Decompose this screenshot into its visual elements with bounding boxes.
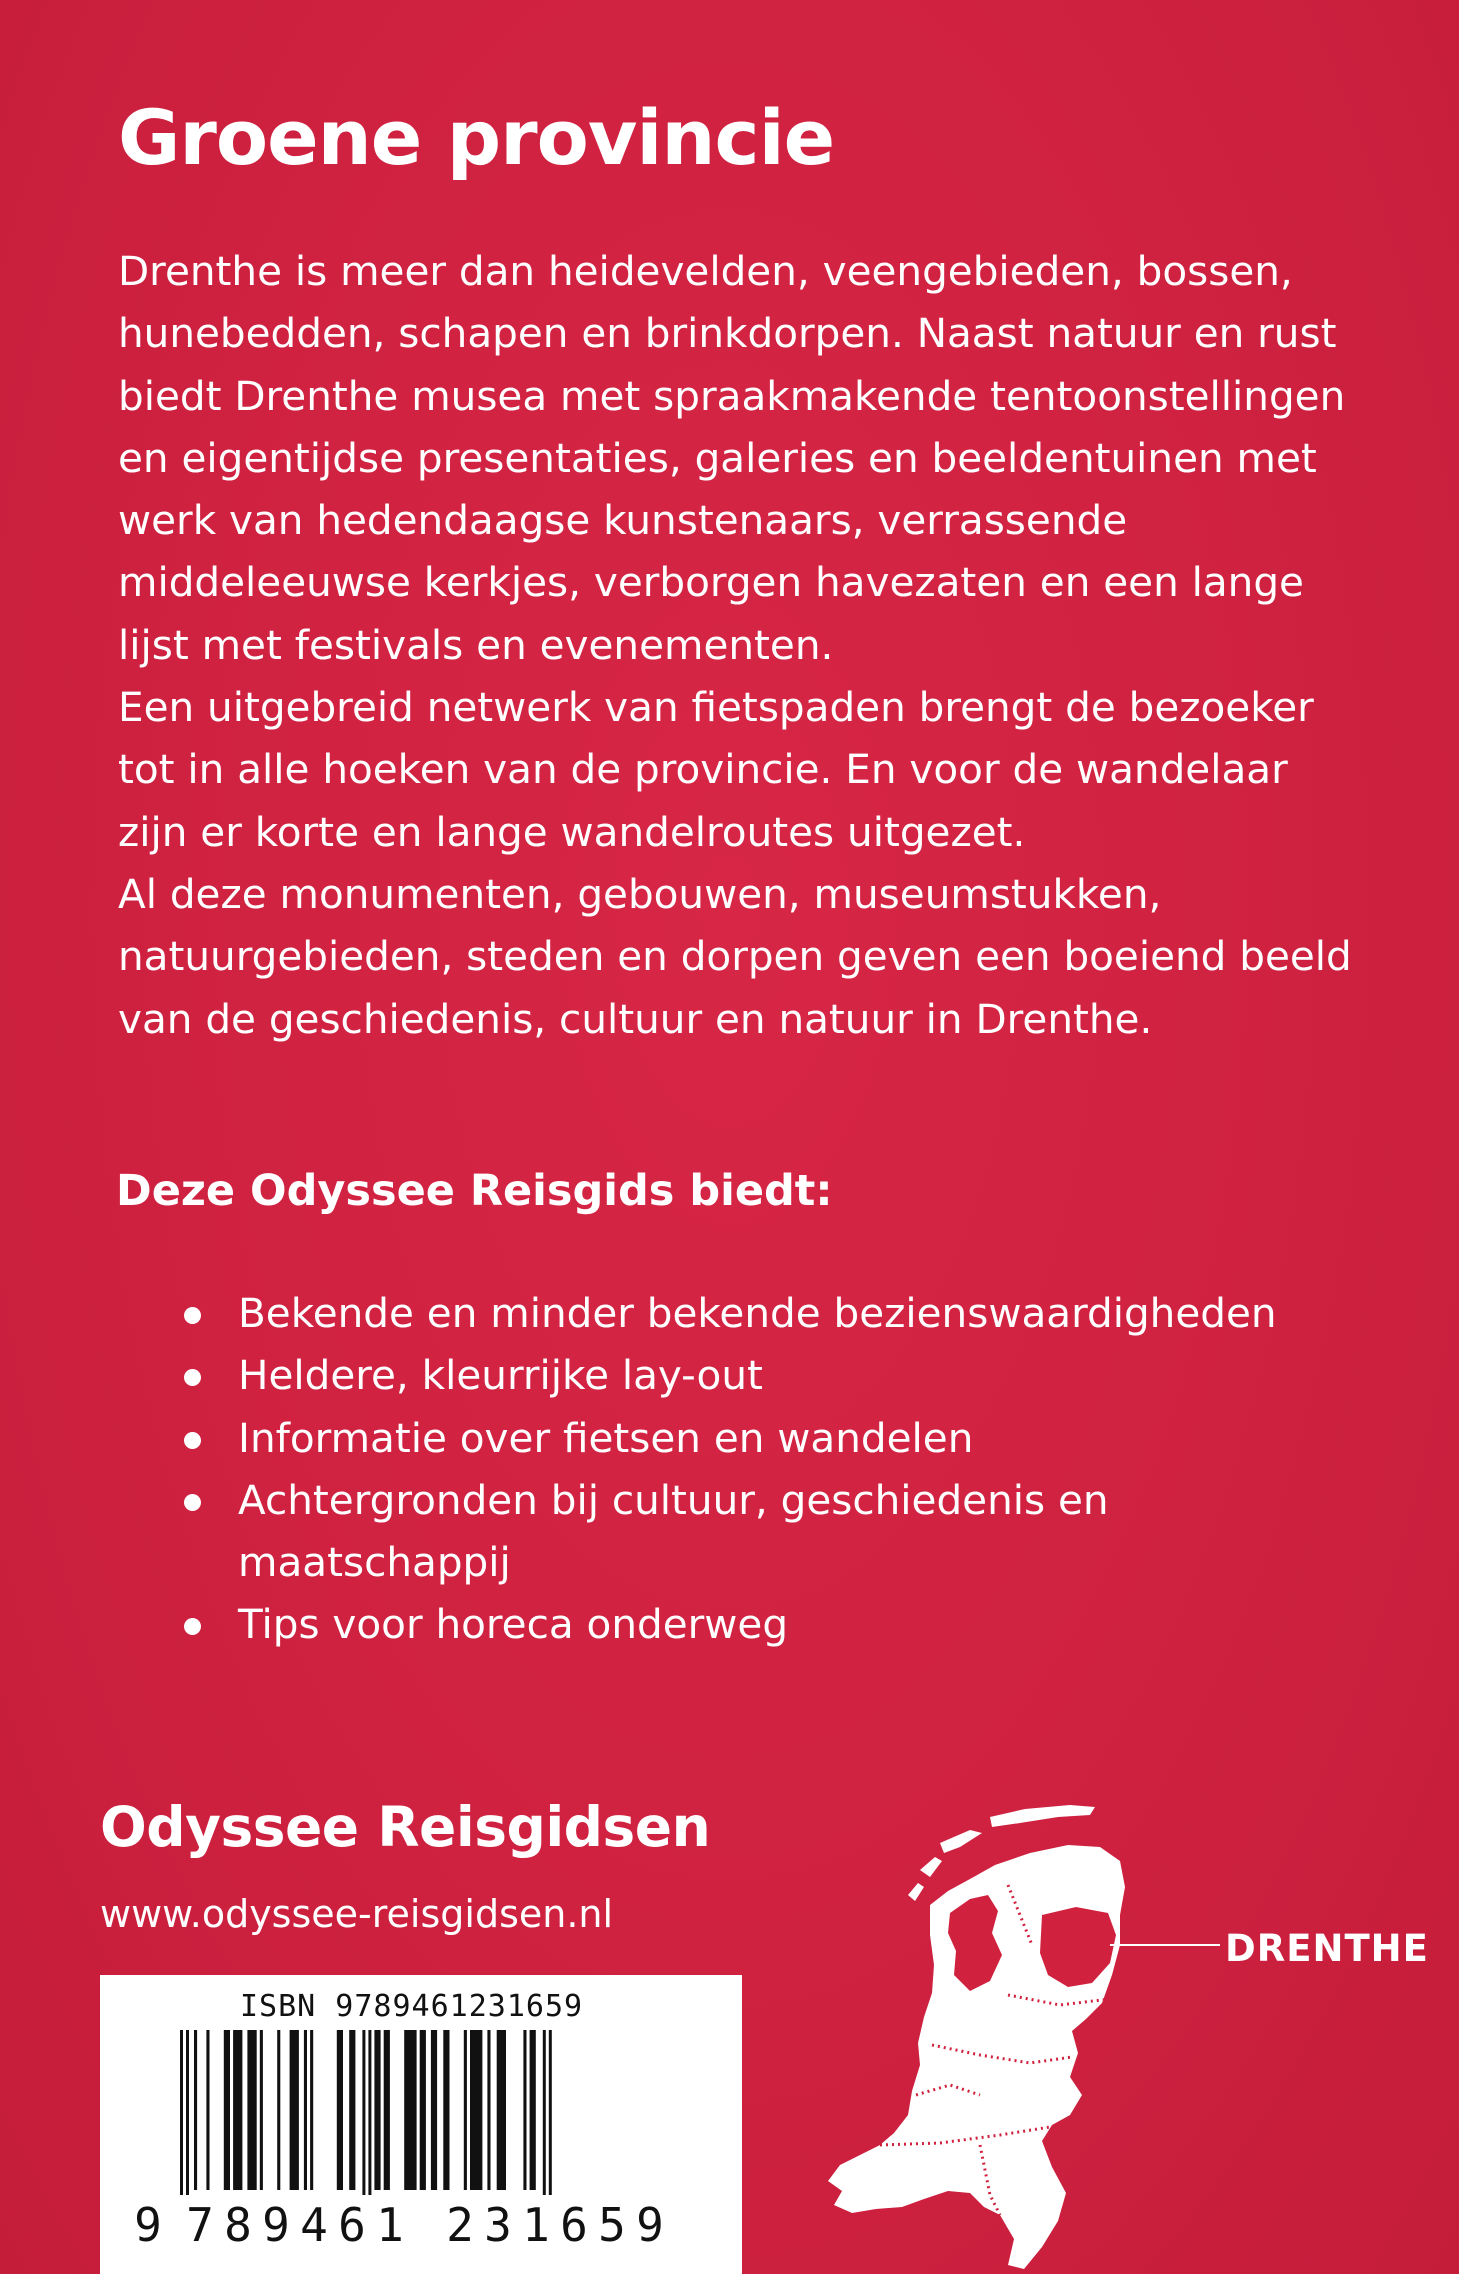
features-list-item-text: Tips voor horeca onderweg	[238, 1600, 789, 1649]
wadden-island-shape	[908, 1883, 924, 1901]
barcode-digit: 5	[598, 2198, 626, 2252]
barcode-digit: 7	[186, 2198, 214, 2252]
cover-title: Groene provincie	[118, 93, 835, 182]
bullet-icon	[184, 1432, 201, 1449]
barcode-bar	[206, 2030, 209, 2190]
barcode-bar	[337, 2030, 343, 2190]
bullet-icon	[184, 1618, 201, 1635]
barcode-digit: 1	[376, 2198, 404, 2252]
barcode-bar	[224, 2030, 230, 2190]
barcode-bar	[487, 2030, 490, 2190]
netherlands-map-icon	[820, 1795, 1240, 2274]
barcode-digit: 3	[484, 2198, 512, 2252]
barcode-bar	[349, 2030, 355, 2190]
barcode-bar	[247, 2030, 256, 2190]
publisher-name: Odyssee Reisgidsen	[100, 1795, 711, 1859]
barcode-guard-bar	[543, 2030, 546, 2195]
bullet-icon	[184, 1494, 201, 1511]
features-list-item-text: Achtergronden bij cultuur, geschiedenis en maatschappij	[238, 1475, 1109, 1587]
features-list-item	[182, 1344, 1362, 1406]
features-list-item	[182, 1469, 1362, 1594]
description-paragraph-1: Drenthe is meer dan heidevelden, veengebieden, bossen, hunebedden, schapen en brinkdorpen. Naast natuur en rust biedt Drenthe musea met spraakmakende tentoonstellingen en eigentijdse presentaties, galeries en beeldentuinen met werk van hedendaagse kunstenaars, verrassende middeleeuwse kerkjes, verborgen havezaten en een lange lijst met festivals en evenementen.	[118, 247, 1346, 669]
features-list-item	[182, 1282, 1362, 1344]
barcode-bar	[384, 2030, 390, 2190]
barcode-icon	[100, 2030, 742, 2195]
features-list	[182, 1282, 1362, 1656]
barcode-bar	[290, 2030, 299, 2190]
barcode-guard-bar	[368, 2030, 371, 2195]
barcode-guard-bar	[186, 2030, 189, 2195]
bullet-icon	[184, 1307, 201, 1324]
features-list-item-text: Bekende en minder bekende bezienswaardigheden	[238, 1289, 1277, 1337]
barcode-guard-bar	[549, 2030, 552, 2195]
publisher-website: www.odyssee-reisgidsen.nl	[100, 1892, 614, 1936]
barcode-bar	[277, 2030, 280, 2190]
barcode-bar	[260, 2030, 263, 2190]
map-label-drenthe: DRENTHE	[1225, 1927, 1429, 1970]
barcode-bar	[530, 2030, 536, 2190]
barcode-bar	[304, 2030, 307, 2190]
barcode-bar	[420, 2030, 426, 2190]
barcode-bar	[470, 2030, 482, 2190]
barcode-bar	[523, 2030, 526, 2190]
description-paragraph-3: Al deze monumenten, gebouwen, museumstukken, natuurgebieden, steden en dorpen geven een boeiend beeld van de geschiedenis, cultuur en natuur in Drenthe.	[118, 869, 1352, 1043]
barcode-bar	[374, 2030, 380, 2190]
wadden-island-shape	[990, 1805, 1095, 1827]
wadden-island-shape	[940, 1830, 982, 1853]
barcode-digit: 9	[636, 2198, 664, 2252]
barcode-digits	[100, 2193, 742, 2253]
wadden-island-shape	[920, 1857, 942, 1877]
barcode-digit: 6	[560, 2198, 588, 2252]
features-list-item-text: Heldere, kleurrijke lay-out	[238, 1351, 763, 1400]
barcode-digit: 4	[300, 2198, 328, 2252]
barcode-bar	[443, 2030, 449, 2190]
features-list-item	[182, 1593, 1362, 1655]
features-list-item-text: Informatie over fietsen en wandelen	[238, 1413, 974, 1462]
barcode-bar	[464, 2030, 467, 2190]
barcode-digit: 1	[522, 2198, 550, 2252]
barcode-guard-bar	[180, 2030, 183, 2195]
description-paragraph-2: Een uitgebreid netwerk van fietspaden brengt de bezoeker tot in alle hoeken van de provincie. En voor de wandelaar zijn er korte en lange wandelroutes uitgezet.	[118, 683, 1314, 856]
barcode-panel	[100, 1975, 742, 2274]
description-text	[118, 240, 1368, 1050]
barcode-digit: 8	[224, 2198, 252, 2252]
barcode-bar	[497, 2030, 506, 2190]
barcode-digit: 9	[262, 2198, 290, 2252]
barcode-bar	[233, 2030, 242, 2190]
isbn-label: ISBN 9789461231659	[240, 1989, 584, 2024]
barcode-digit: 9	[134, 2198, 162, 2252]
barcode-bar	[404, 2030, 416, 2190]
features-list-item	[182, 1407, 1362, 1469]
barcode-bar	[431, 2030, 437, 2190]
barcode-guard-bar	[362, 2030, 365, 2195]
barcode-digit: 2	[446, 2198, 474, 2252]
barcode-bar	[310, 2030, 313, 2190]
features-heading: Deze Odyssee Reisgids biedt:	[116, 1166, 833, 1216]
bullet-icon	[184, 1369, 201, 1386]
barcode-bar	[194, 2030, 197, 2190]
barcode-digit: 6	[338, 2198, 366, 2252]
